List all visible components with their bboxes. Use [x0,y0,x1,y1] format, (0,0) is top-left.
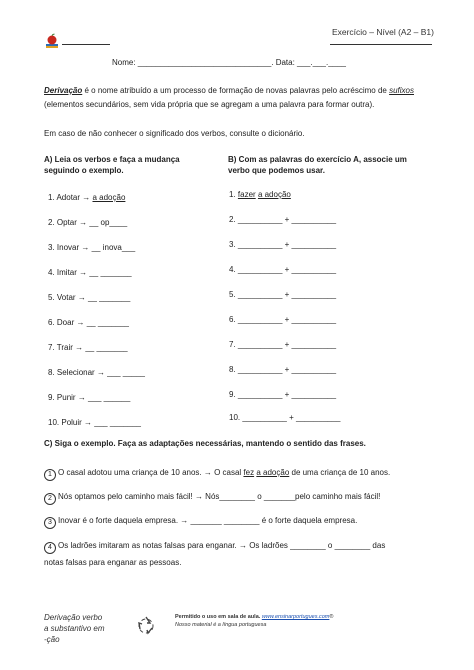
item-noun-blank[interactable]: __________ [291,215,337,224]
header-rule-right [330,44,432,45]
item-number: 8. [229,365,236,374]
section-b-heading-2: verbo que podemos usar. [228,166,325,175]
section-a-item[interactable] [48,243,135,252]
intro-sufixos: sufixos [389,86,414,95]
item-number: 9. [229,390,236,399]
plus-sign: + [289,413,294,422]
arrow-icon: → [75,393,89,402]
section-a-item[interactable] [48,293,130,302]
item-verb: Poluir [61,418,82,427]
item-text: Inovar é o forte daquela empresa. → _______ ________ é o forte daquela empresa. [58,516,358,525]
footer-topic [44,612,104,645]
footer-permission: Permitido o uso em sala de aula. [175,614,261,620]
section-a-item[interactable] [48,268,132,277]
plus-sign: + [284,265,290,274]
header-rule-left [62,44,110,45]
section-a-item[interactable] [48,393,130,402]
section-b-item[interactable] [229,240,336,249]
section-c-item-4[interactable] [44,541,385,554]
item-noun-blank[interactable]: __________ [291,390,337,399]
section-a-heading-1: A) Leia os verbos e faça a mudança [44,155,180,164]
item-number: 4. [229,265,236,274]
footer-registered: ® [329,614,334,620]
item-answer[interactable]: __ _______ [89,268,132,277]
plus-sign: + [284,240,290,249]
header-title: Exercício – Nível (A2 – B1) [331,27,434,37]
item-number: 3. [48,243,55,252]
section-b-item[interactable] [229,290,336,299]
section-a [44,154,214,176]
plus-sign: + [284,215,290,224]
item-verb-blank[interactable]: __________ [237,390,283,399]
item-number: 7. [229,340,236,349]
item-number: 1. [229,190,236,199]
item-verb-blank[interactable]: __________ [237,340,283,349]
arrow-icon: → [76,268,90,277]
item-verb: Trair [56,343,73,352]
section-c-item-3[interactable] [44,516,357,529]
section-b-heading-1: B) Com as palavras do exercício A, associe um [228,155,407,164]
section-b-item[interactable] [229,340,336,349]
item-verb-blank[interactable]: __________ [237,365,283,374]
item-answer[interactable]: ___ _______ [94,418,141,427]
item-verb: Selecionar [56,368,95,377]
item-number: 3. [229,240,236,249]
section-a-item[interactable] [48,218,127,227]
footer-link[interactable]: www.ensinarportugues.com [261,614,330,620]
arrow-icon: → [75,293,89,302]
item-number: 8. [48,368,55,377]
arrow-icon: → [79,243,92,252]
section-a-item[interactable] [48,418,141,427]
item-verb: Votar [56,293,76,302]
item-verb-blank[interactable]: __________ [237,215,283,224]
section-c-item-1[interactable] [44,468,390,481]
item-number: 5. [229,290,236,299]
item-number: 9. [48,393,55,402]
arrow-icon: → [80,193,93,202]
apple-books-icon [44,33,60,49]
item-number: 7. [48,343,55,352]
circled-number: 2 [44,493,56,505]
item-text: O casal adotou uma criança de 10 anos. → O casal [58,468,244,477]
item-verb: Imitar [56,268,77,277]
plus-sign: + [284,340,290,349]
item-answer[interactable]: a adoção [92,193,126,202]
section-a-item[interactable] [48,343,128,352]
section-b-item[interactable] [229,265,336,274]
section-b [228,154,428,176]
item-noun-blank[interactable]: __________ [291,290,337,299]
item-number: 1. [48,193,55,202]
item-underlined: a adoção [256,468,290,477]
item-text: de uma criança de 10 anos. [289,468,391,477]
plus-sign: + [284,290,290,299]
footer-topic-3: -ção [44,635,60,644]
item-number: 2. [229,215,236,224]
item-number: 2. [48,218,55,227]
section-c-continuation: notas falsas para enganar as pessoas. [44,558,182,567]
item-number: 6. [229,315,236,324]
item-noun-blank[interactable]: __________ [296,413,341,422]
footer-tagline: Nosso material é a língua portuguesa [175,622,267,628]
section-b-item[interactable] [229,215,336,224]
plus-sign: + [284,315,290,324]
section-a-item[interactable] [48,368,145,377]
item-number: 6. [48,318,55,327]
plus-sign: + [284,365,290,374]
item-answer[interactable]: __ _______ [86,318,129,327]
arrow-icon: → [81,418,95,427]
name-date-line[interactable]: Nome: ______________________________. Data: ___.___.____ [112,58,346,67]
intro-paragraph [44,84,434,111]
item-verb: Inovar [56,243,80,252]
item-answer[interactable]: __ _______ [88,293,131,302]
item-verb-blank[interactable]: __________ [237,265,283,274]
item-noun-blank[interactable]: a adoção [257,190,291,199]
footer-topic-2: a substantivo em [44,624,105,633]
item-verb-blank[interactable]: __________ [237,315,283,324]
item-number: 5. [48,293,55,302]
item-verb-blank[interactable]: __________ [237,290,283,299]
section-c-item-2[interactable] [44,492,380,505]
item-noun-blank[interactable]: __________ [291,265,337,274]
section-b-item[interactable] [229,365,336,374]
section-b-item[interactable] [229,190,291,199]
arrow-icon: → [76,218,90,227]
recycle-icon [135,614,157,636]
circled-number: 3 [44,517,56,529]
circled-number: 4 [44,542,56,554]
item-answer[interactable]: ___ ______ [88,393,131,402]
item-noun-blank[interactable]: __________ [291,365,337,374]
section-a-item[interactable] [48,318,129,327]
item-number: 10. [48,418,60,427]
item-verb: Optar [56,218,77,227]
circled-number: 1 [44,469,56,481]
item-answer[interactable]: __ op____ [89,218,128,227]
arrow-icon: → [74,318,87,327]
item-answer[interactable]: __ inova___ [91,243,136,252]
item-text: Nós optamos pelo caminho mais fácil! → Nós________ o _______pelo caminho mais fácil! [58,492,381,501]
item-answer[interactable]: __ _______ [85,343,128,352]
section-b-item[interactable] [229,315,336,324]
intro-text-2: (elementos secundários, sem vida própria que se agregam a uma palavra para formar outra). [44,99,375,109]
section-c-heading: C) Siga o exemplo. Faça as adaptações necessárias, mantendo o sentido das frases. [44,439,366,448]
footer-topic-1: Derivação verbo [44,613,103,622]
item-underlined: fez [243,468,255,477]
item-noun-blank[interactable]: __________ [291,315,337,324]
item-verb-blank[interactable]: fazer [237,190,256,199]
arrow-icon: → [94,368,108,377]
plus-sign: + [284,390,290,399]
item-verb: Adotar [56,193,81,202]
intro-text-1: é o nome atribuído a um processo de formação de novas palavras pelo acréscimo de [82,86,390,95]
item-number: 10. [229,413,241,422]
section-b-item[interactable] [229,390,336,399]
item-text: Os ladrões imitaram as notas falsas para enganar. → Os ladrões ________ o ________ das [58,541,386,550]
section-b-item[interactable] [229,413,341,422]
item-answer[interactable]: ___ _____ [107,368,145,377]
item-verb: Doar [56,318,75,327]
section-a-heading-2: seguindo o exemplo. [44,166,124,175]
item-verb: Punir [56,393,76,402]
dictionary-note: Em caso de não conhecer o significado dos verbos, consulte o dicionário. [44,129,305,138]
item-verb-blank[interactable]: __________ [242,413,287,422]
item-noun-blank[interactable]: __________ [291,240,337,249]
item-noun-blank[interactable]: __________ [291,340,337,349]
arrow-icon: → [72,343,86,352]
footer-notice [175,613,333,629]
item-verb-blank[interactable]: __________ [237,240,283,249]
item-number: 4. [48,268,55,277]
intro-term: Derivação [44,86,83,95]
section-a-item[interactable] [48,193,125,202]
